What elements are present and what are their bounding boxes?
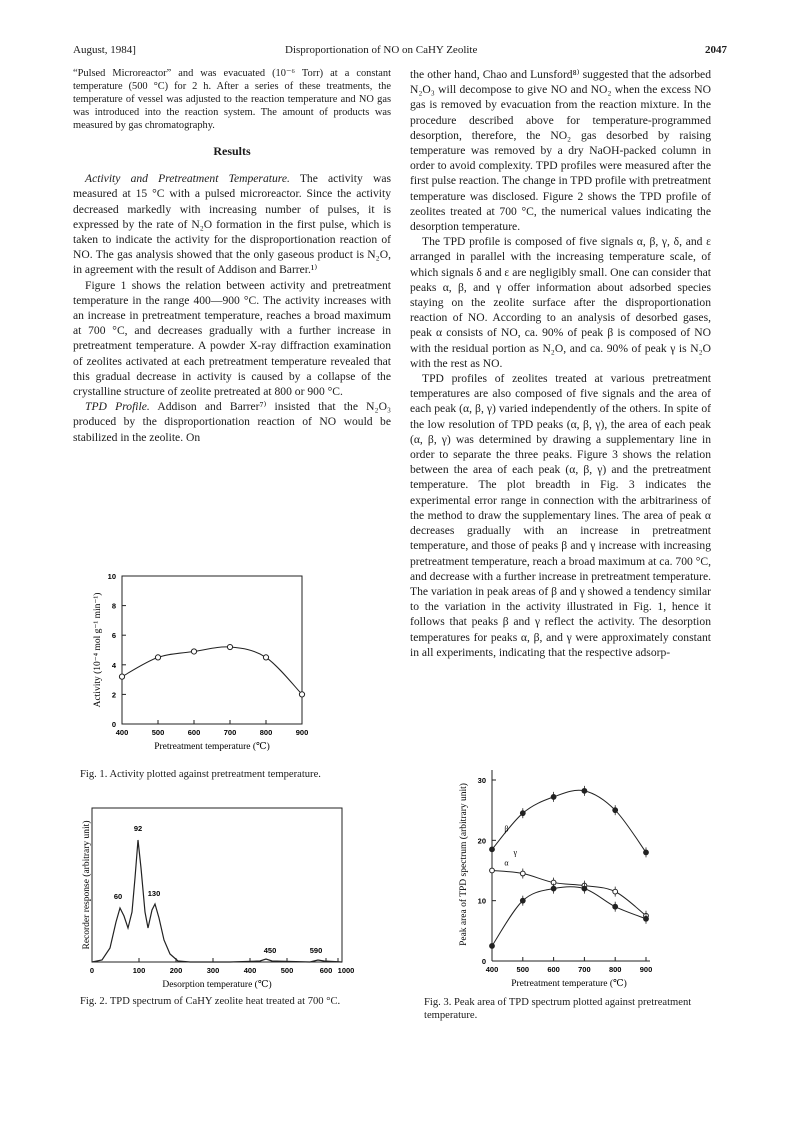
y-tick-label: 6 bbox=[111, 631, 116, 641]
x-tick-label: 400 bbox=[485, 965, 499, 974]
data-point bbox=[227, 644, 232, 649]
data-point bbox=[119, 674, 124, 679]
series-line-β bbox=[492, 790, 646, 852]
x-tick-label: 400 bbox=[243, 966, 257, 975]
x-tick-label: 600 bbox=[319, 966, 333, 975]
data-point bbox=[191, 649, 196, 654]
right-paragraph-2: The TPD profile is composed of five signals α, β, γ, δ, and ε arranged in parallel with the increasing temperature scale, of which signals δ and ε are negligibly small. One can consider that peaks α, β, and γ offer information about adsorbed species staying on the zeolite surface after the disproportionation reaction of NO. According to an analysis of desorbed gases, peak α consists of NO, ca. 90% of peak β is composed of NO with the residual portion as N₂O, and ca. 90% of peak γ is N₂O with the rest as NO. bbox=[410, 235, 711, 370]
page-number: 2047 bbox=[705, 44, 727, 56]
activity-curve bbox=[122, 647, 302, 695]
series-line-α bbox=[492, 871, 646, 916]
x-tick-label: 600 bbox=[547, 965, 560, 974]
figure-1-caption: Fig. 1. Activity plotted against pretreatment temperature. bbox=[80, 769, 321, 780]
left-column bbox=[73, 67, 391, 445]
y-tick-label: 30 bbox=[477, 776, 486, 785]
plot-frame bbox=[92, 808, 342, 962]
x-tick-label: 200 bbox=[169, 966, 183, 975]
x-tick-label: 1000 bbox=[337, 966, 355, 975]
x-axis-label: Pretreatment temperature (℃) bbox=[511, 979, 627, 989]
data-point-γ bbox=[644, 916, 649, 921]
series-label: α bbox=[504, 858, 509, 868]
x-tick-label: 600 bbox=[187, 728, 201, 737]
figure-1-chart bbox=[80, 568, 320, 768]
y-axis-label: Peak area of TPD spectrum (arbitrary unit) bbox=[459, 783, 469, 946]
x-axis-label: Desorption temperature (℃) bbox=[162, 980, 272, 990]
x-tick-label: 800 bbox=[608, 965, 622, 974]
figure-3-caption: Fig. 3. Peak area of TPD spectrum plotted against pretreatment temperature. bbox=[424, 997, 692, 1021]
figure-2-chart bbox=[80, 800, 380, 990]
x-tick-label: 700 bbox=[578, 965, 591, 974]
right-column bbox=[410, 67, 711, 660]
x-tick-label: 400 bbox=[115, 728, 129, 737]
series-line-γ bbox=[492, 887, 646, 946]
data-point bbox=[155, 655, 160, 660]
x-tick-label: 900 bbox=[295, 728, 309, 737]
y-axis-label: Recorder response (arbitrary unit) bbox=[82, 820, 92, 950]
peak-label: 450 bbox=[263, 946, 277, 955]
peak-label: 130 bbox=[147, 889, 161, 898]
data-point-α bbox=[613, 889, 618, 894]
data-point-β bbox=[520, 811, 525, 816]
activity-title: Activity and Pretreatment Temperature. bbox=[85, 172, 290, 186]
x-tick-label: 100 bbox=[132, 966, 146, 975]
data-point-α bbox=[490, 868, 495, 873]
y-axis-label: Activity (10⁻⁴ mol g⁻¹ min⁻¹) bbox=[93, 592, 103, 708]
data-point-β bbox=[490, 847, 495, 852]
peak-label: 60 bbox=[113, 892, 123, 901]
methods-paragraph: “Pulsed Microreactor” and was evacuated (10⁻⁶ Torr) at a constant temperature (500 °C) for 2 h. After a series of these treatments, the temperature of vessel was adjusted to the reaction temperature and NO gas was introduced into the reaction system. The amount of products was measured by gas chromatography. bbox=[73, 68, 391, 131]
series-label: γ bbox=[513, 847, 518, 857]
data-point-γ bbox=[613, 904, 618, 909]
data-point-β bbox=[551, 794, 556, 799]
x-tick-label: 500 bbox=[280, 966, 294, 975]
x-tick-label: 300 bbox=[206, 966, 220, 975]
data-point-γ bbox=[520, 898, 525, 903]
x-tick-label: 0 bbox=[89, 966, 95, 975]
figure1-paragraph: Figure 1 shows the relation between activity and pretreatment temperature in the range 400—900 °C. The activity increases with an increase in pretreatment temperature, reaches a broad maximum at 700 °C, and decreases gradually with a further increase in pretreatment temperature. A powder X-ray diffraction examination of zeolites activated at each pretreatment temperature revealed that this gradual decrease in activity is caused by a collapse of the crystalline structure of zeolite pretreated at 800 or 900 °C. bbox=[73, 278, 391, 399]
x-tick-label: 800 bbox=[259, 728, 273, 737]
y-tick-label: 4 bbox=[111, 660, 116, 670]
y-tick-label: 0 bbox=[111, 720, 116, 729]
running-header-left: August, 1984] bbox=[73, 44, 136, 56]
tpd-text: Addison and Barrer⁷⁾ insisted that the N₂O₃ produced by the disproportionation reaction of NO would be stabilized in the zeolite. On bbox=[73, 400, 392, 444]
y-tick-label: 20 bbox=[477, 836, 486, 846]
activity-paragraph bbox=[73, 171, 391, 277]
plot-frame bbox=[122, 576, 302, 724]
x-tick-label: 500 bbox=[516, 965, 530, 974]
running-header-title: Disproportionation of NO on CaHY Zeolite bbox=[285, 44, 478, 56]
y-tick-label: 10 bbox=[477, 896, 486, 906]
activity-text: The activity was measured at 15 °C with a pulsed microreactor. Since the activity decreased markedly with increasing number of pulses, it is expressed by the rate of N₂O formation in the first pulse, which is taken to indicate the activity for the disproportionation reaction of NO. The gas analysis showed that the only gaseous product is N₂O, in agreement with the result of Addison and Barrer.¹⁾ bbox=[73, 172, 391, 277]
data-point-β bbox=[613, 808, 618, 813]
data-point-β bbox=[582, 788, 587, 793]
x-tick-label: 900 bbox=[639, 965, 653, 974]
x-axis-label: Pretreatment temperature (℃) bbox=[154, 742, 270, 752]
figure-2-caption: Fig. 2. TPD spectrum of CaHY zeolite heat treated at 700 °C. bbox=[80, 996, 341, 1007]
data-point-γ bbox=[551, 886, 556, 891]
right-paragraph-3: TPD profiles of zeolites treated at various pretreatment temperatures are also composed of five signals and the area of each peak (α, β, γ) varied independently of the others. In spite of the low resolution of TPD peaks (α, β, γ), the area of each peak (α, β, γ) was determined by drawing a supplementary line in order to separate the three peaks. Figure 3 shows the relation between the area of each peak (α, β, γ) and the pretreatment temperature. The plot breadth in Fig. 3 indicates the experimental error range in connection with the arbitrariness of the method to draw the supplementary lines. The area of peak α decreases gradually with an increase in pretreatment temperature, and those of peaks β and γ increase with increasing pretreatment temperature, reach a broad maximum at ca. 700 °C, and decrease with a further increase in pretreatment temperature. The variation in peak areas of β and γ showed a tendency similar to the variation in the activity illustrated in Fig. 1, hence it follows that peaks β and γ reflect the activity. The desorption temperatures for peaks α, β, and γ were approximately constant in all experiments, indicating that the respective adsorp- bbox=[410, 372, 711, 659]
data-point-α bbox=[520, 871, 525, 876]
data-point bbox=[299, 692, 304, 697]
data-point bbox=[263, 655, 268, 660]
right-paragraph-1: the other hand, Chao and Lunsford⁸⁾ suggested that the adsorbed N₂O₃ will decompose to give NO and NO₂ when the excess NO gas is removed by evacuation from the reaction mixture. In the procedure described above for temperature-programmed desorption, therefore, the NO₂ gas desorbed by raising temperature was removed by a dry NaOH-packed column in order to avoid complexity. TPD profiles were measured after the first pulse reaction. The change in TPD profile with pretreatment temperature was disclosed. Figure 2 shows the TPD profile of zeolites treated at 700 °C, the numerical values indicating the desorption temperature. bbox=[410, 68, 711, 234]
data-point-γ bbox=[490, 944, 495, 949]
x-tick-label: 700 bbox=[223, 728, 237, 737]
series-label: β bbox=[504, 824, 509, 834]
data-point-γ bbox=[582, 886, 587, 891]
tpd-title: TPD Profile. bbox=[85, 400, 150, 414]
data-point-β bbox=[644, 850, 649, 855]
y-tick-label: 8 bbox=[111, 601, 116, 611]
results-heading: Results bbox=[213, 144, 251, 158]
figure-3-chart bbox=[450, 758, 690, 993]
y-tick-label: 2 bbox=[111, 690, 116, 700]
x-tick-label: 500 bbox=[151, 728, 165, 737]
tpd-profile-curve bbox=[92, 840, 342, 962]
tpd-paragraph bbox=[73, 399, 391, 445]
y-tick-label: 10 bbox=[107, 572, 116, 581]
peak-label: 92 bbox=[133, 824, 143, 833]
y-tick-label: 0 bbox=[481, 957, 486, 966]
peak-label: 590 bbox=[309, 946, 323, 955]
